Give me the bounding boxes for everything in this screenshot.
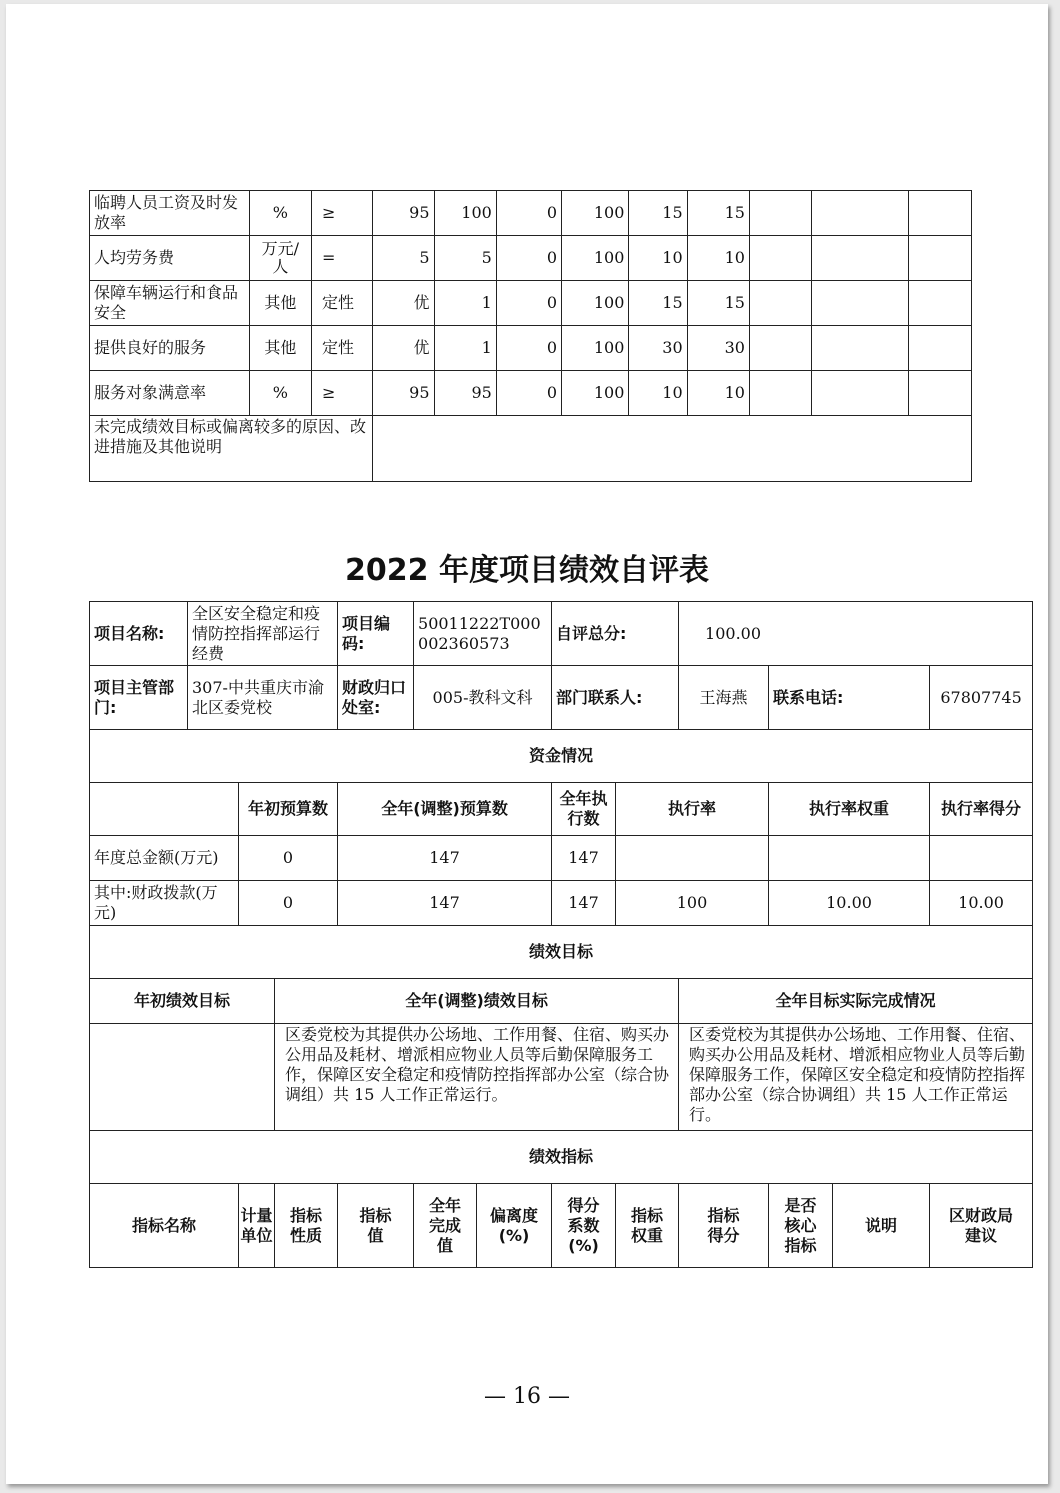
funds-cell: 0: [239, 836, 338, 881]
funds-section-header: 资金情况: [90, 730, 1033, 783]
funds-cell: [930, 836, 1033, 881]
goals-header-adjusted: 全年(调整)绩效目标: [275, 979, 679, 1024]
note-label: 未完成绩效目标或偏离较多的原因、改进措施及其他说明: [90, 416, 373, 482]
ind-header-value: 指标值: [338, 1184, 414, 1268]
indicator-coefficient: 100: [562, 236, 629, 281]
funds-row-fiscal: [90, 881, 1033, 926]
goals-adjusted: 区委党校为其提供办公场地、工作用餐、住宿、购买办公用品及耗材、增派相应物业人员等后勤保障服务工作，保障区安全稳定和疫情防控指挥部办公室（综合协调组）共 15 人工作正常运行。: [275, 1024, 679, 1131]
indicator-note: [812, 281, 908, 326]
indicator-deviation: 0: [496, 371, 561, 416]
indicator-weight: 15: [629, 191, 687, 236]
indicator-coefficient: 100: [562, 371, 629, 416]
funds-header-score: 执行率得分: [930, 783, 1033, 836]
indicator-core: [749, 191, 811, 236]
funds-header-weight: 执行率权重: [769, 783, 930, 836]
project-name: 全区安全稳定和疫情防控指挥部运行经费: [188, 602, 338, 666]
indicator-unit: 万元/人: [249, 236, 311, 281]
ind-header-score: 指标得分: [679, 1184, 769, 1268]
indicator-name: 提供良好的服务: [90, 326, 250, 371]
funds-cell: 147: [338, 836, 552, 881]
indicator-deviation: 0: [496, 236, 561, 281]
indicator-coefficient: 100: [562, 191, 629, 236]
indicator-unit: 其他: [249, 326, 311, 371]
indicator-score: 10: [687, 371, 749, 416]
info-row-2: [90, 666, 1033, 730]
dept-label: 项目主管部门:: [90, 666, 188, 730]
funds-header-initial: 年初预算数: [239, 783, 338, 836]
indicator-row: [90, 371, 972, 416]
funds-cell: 147: [338, 881, 552, 926]
indicator-score: 10: [687, 236, 749, 281]
indicator-name: 服务对象满意率: [90, 371, 250, 416]
funds-row-total: [90, 836, 1033, 881]
funds-header-blank: [90, 783, 239, 836]
info-row-1: [90, 602, 1033, 666]
funds-header-adjusted: 全年(调整)预算数: [338, 783, 552, 836]
goals-section-header: 绩效目标: [90, 926, 1033, 979]
total-score: 100.00: [679, 602, 1033, 666]
indicator-deviation: 0: [496, 326, 561, 371]
indicator-nature: =: [312, 236, 373, 281]
ind-header-unit: 计量单位: [239, 1184, 275, 1268]
document-page: [6, 4, 1048, 1484]
finance: 005-教科文科: [414, 666, 552, 730]
funds-cell: 10.00: [930, 881, 1033, 926]
funds-cell: [616, 836, 769, 881]
indicator-row: [90, 281, 972, 326]
ind-header-core: 是否核心指标: [769, 1184, 833, 1268]
indicator-nature: 定性: [312, 281, 373, 326]
project-code: 50011222T000002360573: [414, 602, 552, 666]
ind-header-deviation: 偏离度(%): [477, 1184, 552, 1268]
funds-header-rate: 执行率: [616, 783, 769, 836]
indicator-done: 1: [434, 281, 496, 326]
indicator-deviation: 0: [496, 191, 561, 236]
goals-initial: [90, 1024, 275, 1131]
indicator-row: [90, 236, 972, 281]
indicator-value: 95: [373, 371, 434, 416]
indicator-weight: 15: [629, 281, 687, 326]
indicators-section-row: [90, 1131, 1033, 1184]
indicator-score: 15: [687, 191, 749, 236]
funds-row-label: 年度总金额(万元): [90, 836, 239, 881]
indicator-note: [812, 326, 908, 371]
indicator-done: 100: [434, 191, 496, 236]
indicator-note: [812, 236, 908, 281]
indicator-unit: 其他: [249, 281, 311, 326]
indicator-core: [749, 371, 811, 416]
funds-cell: 0: [239, 881, 338, 926]
indicator-coefficient: 100: [562, 281, 629, 326]
indicator-value: 优: [373, 326, 434, 371]
funds-cell: [769, 836, 930, 881]
goals-actual: 区委党校为其提供办公场地、工作用餐、住宿、购买办公用品及耗材、增派相应物业人员等后勤保障服务工作，保障区安全稳定和疫情防控指挥部办公室（综合协调组）共 15 人工作正常运行。: [679, 1024, 1033, 1131]
finance-label: 财政归口处室:: [338, 666, 414, 730]
contact: 王海燕: [679, 666, 769, 730]
indicator-unit: %: [249, 191, 311, 236]
indicator-done: 5: [434, 236, 496, 281]
indicator-note: [812, 371, 908, 416]
goals-header-initial: 年初绩效目标: [90, 979, 275, 1024]
total-score-label: 自评总分:: [552, 602, 679, 666]
indicator-done: 95: [434, 371, 496, 416]
indicators-section-header: 绩效指标: [90, 1131, 1033, 1184]
ind-header-coefficient: 得分系数(%): [552, 1184, 616, 1268]
indicator-nature: 定性: [312, 326, 373, 371]
evaluation-table: [89, 601, 1033, 1268]
indicator-coefficient: 100: [562, 326, 629, 371]
indicator-name: 临聘人员工资及时发放率: [90, 191, 250, 236]
indicator-name: 保障车辆运行和食品安全: [90, 281, 250, 326]
indicator-table-continued: [89, 190, 972, 482]
indicator-value: 优: [373, 281, 434, 326]
indicator-suggestion: [908, 236, 971, 281]
note-row: [90, 416, 972, 482]
ind-header-note: 说明: [833, 1184, 930, 1268]
phone-label: 联系电话:: [769, 666, 930, 730]
ind-header-suggestion: 区财政局建议: [930, 1184, 1033, 1268]
indicator-row: [90, 191, 972, 236]
ind-header-done: 全年完成值: [414, 1184, 477, 1268]
indicator-deviation: 0: [496, 281, 561, 326]
indicator-nature: ≥: [312, 371, 373, 416]
funds-header-executed: 全年执行数: [552, 783, 616, 836]
contact-label: 部门联系人:: [552, 666, 679, 730]
goals-header-row: [90, 979, 1033, 1024]
indicator-done: 1: [434, 326, 496, 371]
ind-header-weight: 指标权重: [616, 1184, 679, 1268]
indicator-suggestion: [908, 281, 971, 326]
funds-cell: 10.00: [769, 881, 930, 926]
indicator-score: 30: [687, 326, 749, 371]
indicator-note: [812, 191, 908, 236]
indicator-weight: 30: [629, 326, 687, 371]
funds-cell: 147: [552, 881, 616, 926]
project-code-label: 项目编码:: [338, 602, 414, 666]
indicators-header-row: [90, 1184, 1033, 1268]
funds-cell: 100: [616, 881, 769, 926]
phone: 67807745: [930, 666, 1033, 730]
indicator-weight: 10: [629, 236, 687, 281]
indicator-suggestion: [908, 371, 971, 416]
funds-cell: 147: [552, 836, 616, 881]
indicator-nature: ≥: [312, 191, 373, 236]
indicator-score: 15: [687, 281, 749, 326]
ind-header-name: 指标名称: [90, 1184, 239, 1268]
indicator-weight: 10: [629, 371, 687, 416]
note-content: [373, 416, 972, 482]
project-name-label: 项目名称:: [90, 602, 188, 666]
indicator-core: [749, 236, 811, 281]
funds-row-label: 其中:财政拨款(万元): [90, 881, 239, 926]
funds-section-row: [90, 730, 1033, 783]
indicator-unit: %: [249, 371, 311, 416]
page-number: — 16 —: [484, 1384, 570, 1409]
goals-content-row: [90, 1024, 1033, 1131]
indicator-core: [749, 281, 811, 326]
indicator-suggestion: [908, 326, 971, 371]
ind-header-nature: 指标性质: [275, 1184, 338, 1268]
goals-header-actual: 全年目标实际完成情况: [679, 979, 1033, 1024]
dept: 307-中共重庆市渝北区委党校: [188, 666, 338, 730]
indicator-value: 5: [373, 236, 434, 281]
indicator-value: 95: [373, 191, 434, 236]
indicator-row: [90, 326, 972, 371]
indicator-name: 人均劳务费: [90, 236, 250, 281]
goals-section-row: [90, 926, 1033, 979]
funds-header-row: [90, 783, 1033, 836]
indicator-core: [749, 326, 811, 371]
page-title: 2022 年度项目绩效自评表: [345, 553, 709, 588]
indicator-suggestion: [908, 191, 971, 236]
